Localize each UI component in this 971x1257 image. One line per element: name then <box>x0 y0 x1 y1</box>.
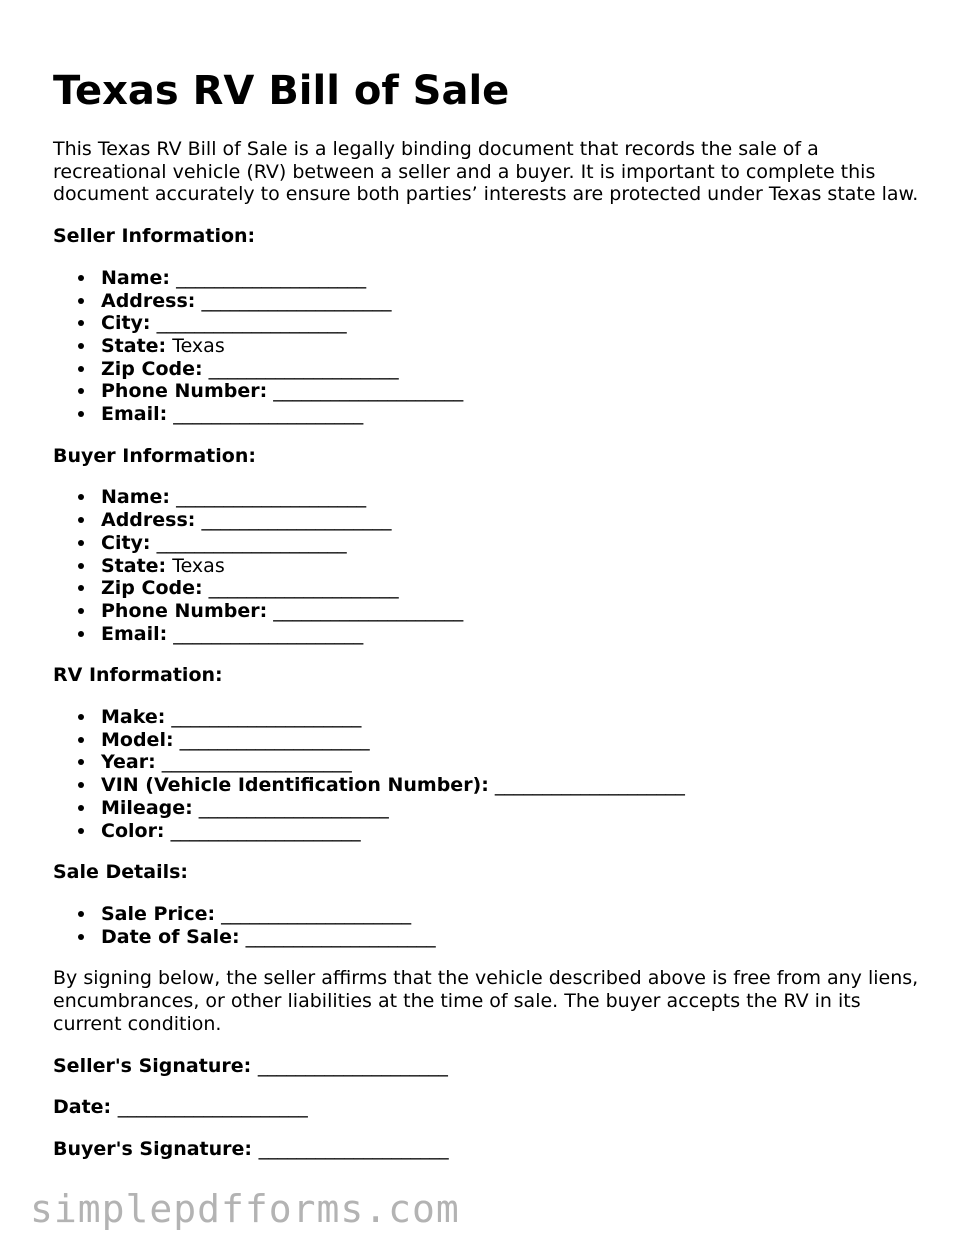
buyer-state-field: State: Texas <box>101 555 933 578</box>
buyer-name-field[interactable]: Name: ____________________ <box>101 486 933 509</box>
rv-year-field[interactable]: Year: ____________________ <box>101 751 933 774</box>
rv-fields-list <box>53 706 933 842</box>
seller-email-field[interactable]: Email: ____________________ <box>101 403 933 426</box>
seller-fields-list <box>53 267 933 426</box>
buyer-address-field[interactable]: Address: ____________________ <box>101 509 933 532</box>
sale-section-heading: Sale Details: <box>53 861 189 884</box>
site-watermark: simplepdfforms.com <box>30 1187 460 1231</box>
buyer-city-field[interactable]: City: ____________________ <box>101 532 933 555</box>
rv-vin-field[interactable]: VIN (Vehicle Identification Number): ____________________ <box>101 774 933 797</box>
seller-zip-field[interactable]: Zip Code: ____________________ <box>101 358 933 381</box>
date-field[interactable]: Date: ____________________ <box>53 1096 308 1119</box>
buyer-fields-list <box>53 486 933 645</box>
document-page <box>53 66 933 1180</box>
affirmation-paragraph: By signing below, the seller affirms that the vehicle described above is free from any liens, encumbrances, or other liabilities at the time of sale. The buyer accepts the RV in its current condition. <box>53 967 919 1035</box>
rv-section-heading: RV Information: <box>53 664 223 687</box>
rv-model-field[interactable]: Model: ____________________ <box>101 729 933 752</box>
buyer-signature-field[interactable]: Buyer's Signature: ____________________ <box>53 1137 449 1160</box>
intro-paragraph: This Texas RV Bill of Sale is a legally binding document that records the sale of a recreational vehicle (RV) between a seller and a buyer. It is important to complete this document accurately to ensure both parties’ interests are protected under Texas state law. <box>53 138 919 206</box>
rv-make-field[interactable]: Make: ____________________ <box>101 706 933 729</box>
sale-fields-list <box>53 903 933 948</box>
sale-date-field[interactable]: Date of Sale: ____________________ <box>101 926 933 949</box>
buyer-section-heading: Buyer Information: <box>53 444 256 467</box>
buyer-email-field[interactable]: Email: ____________________ <box>101 623 933 646</box>
seller-signature-field[interactable]: Seller's Signature: ____________________ <box>53 1054 448 1077</box>
sale-price-field[interactable]: Sale Price: ____________________ <box>101 903 933 926</box>
buyer-phone-field[interactable]: Phone Number: ____________________ <box>101 600 933 623</box>
seller-section-heading: Seller Information: <box>53 225 256 248</box>
seller-name-field[interactable]: Name: ____________________ <box>101 267 933 290</box>
buyer-zip-field[interactable]: Zip Code: ____________________ <box>101 577 933 600</box>
seller-phone-field[interactable]: Phone Number: ____________________ <box>101 380 933 403</box>
seller-state-field: State: Texas <box>101 335 933 358</box>
seller-city-field[interactable]: City: ____________________ <box>101 312 933 335</box>
page-title: Texas RV Bill of Sale <box>53 68 510 114</box>
seller-address-field[interactable]: Address: ____________________ <box>101 290 933 313</box>
rv-color-field[interactable]: Color: ____________________ <box>101 820 933 843</box>
rv-mileage-field[interactable]: Mileage: ____________________ <box>101 797 933 820</box>
